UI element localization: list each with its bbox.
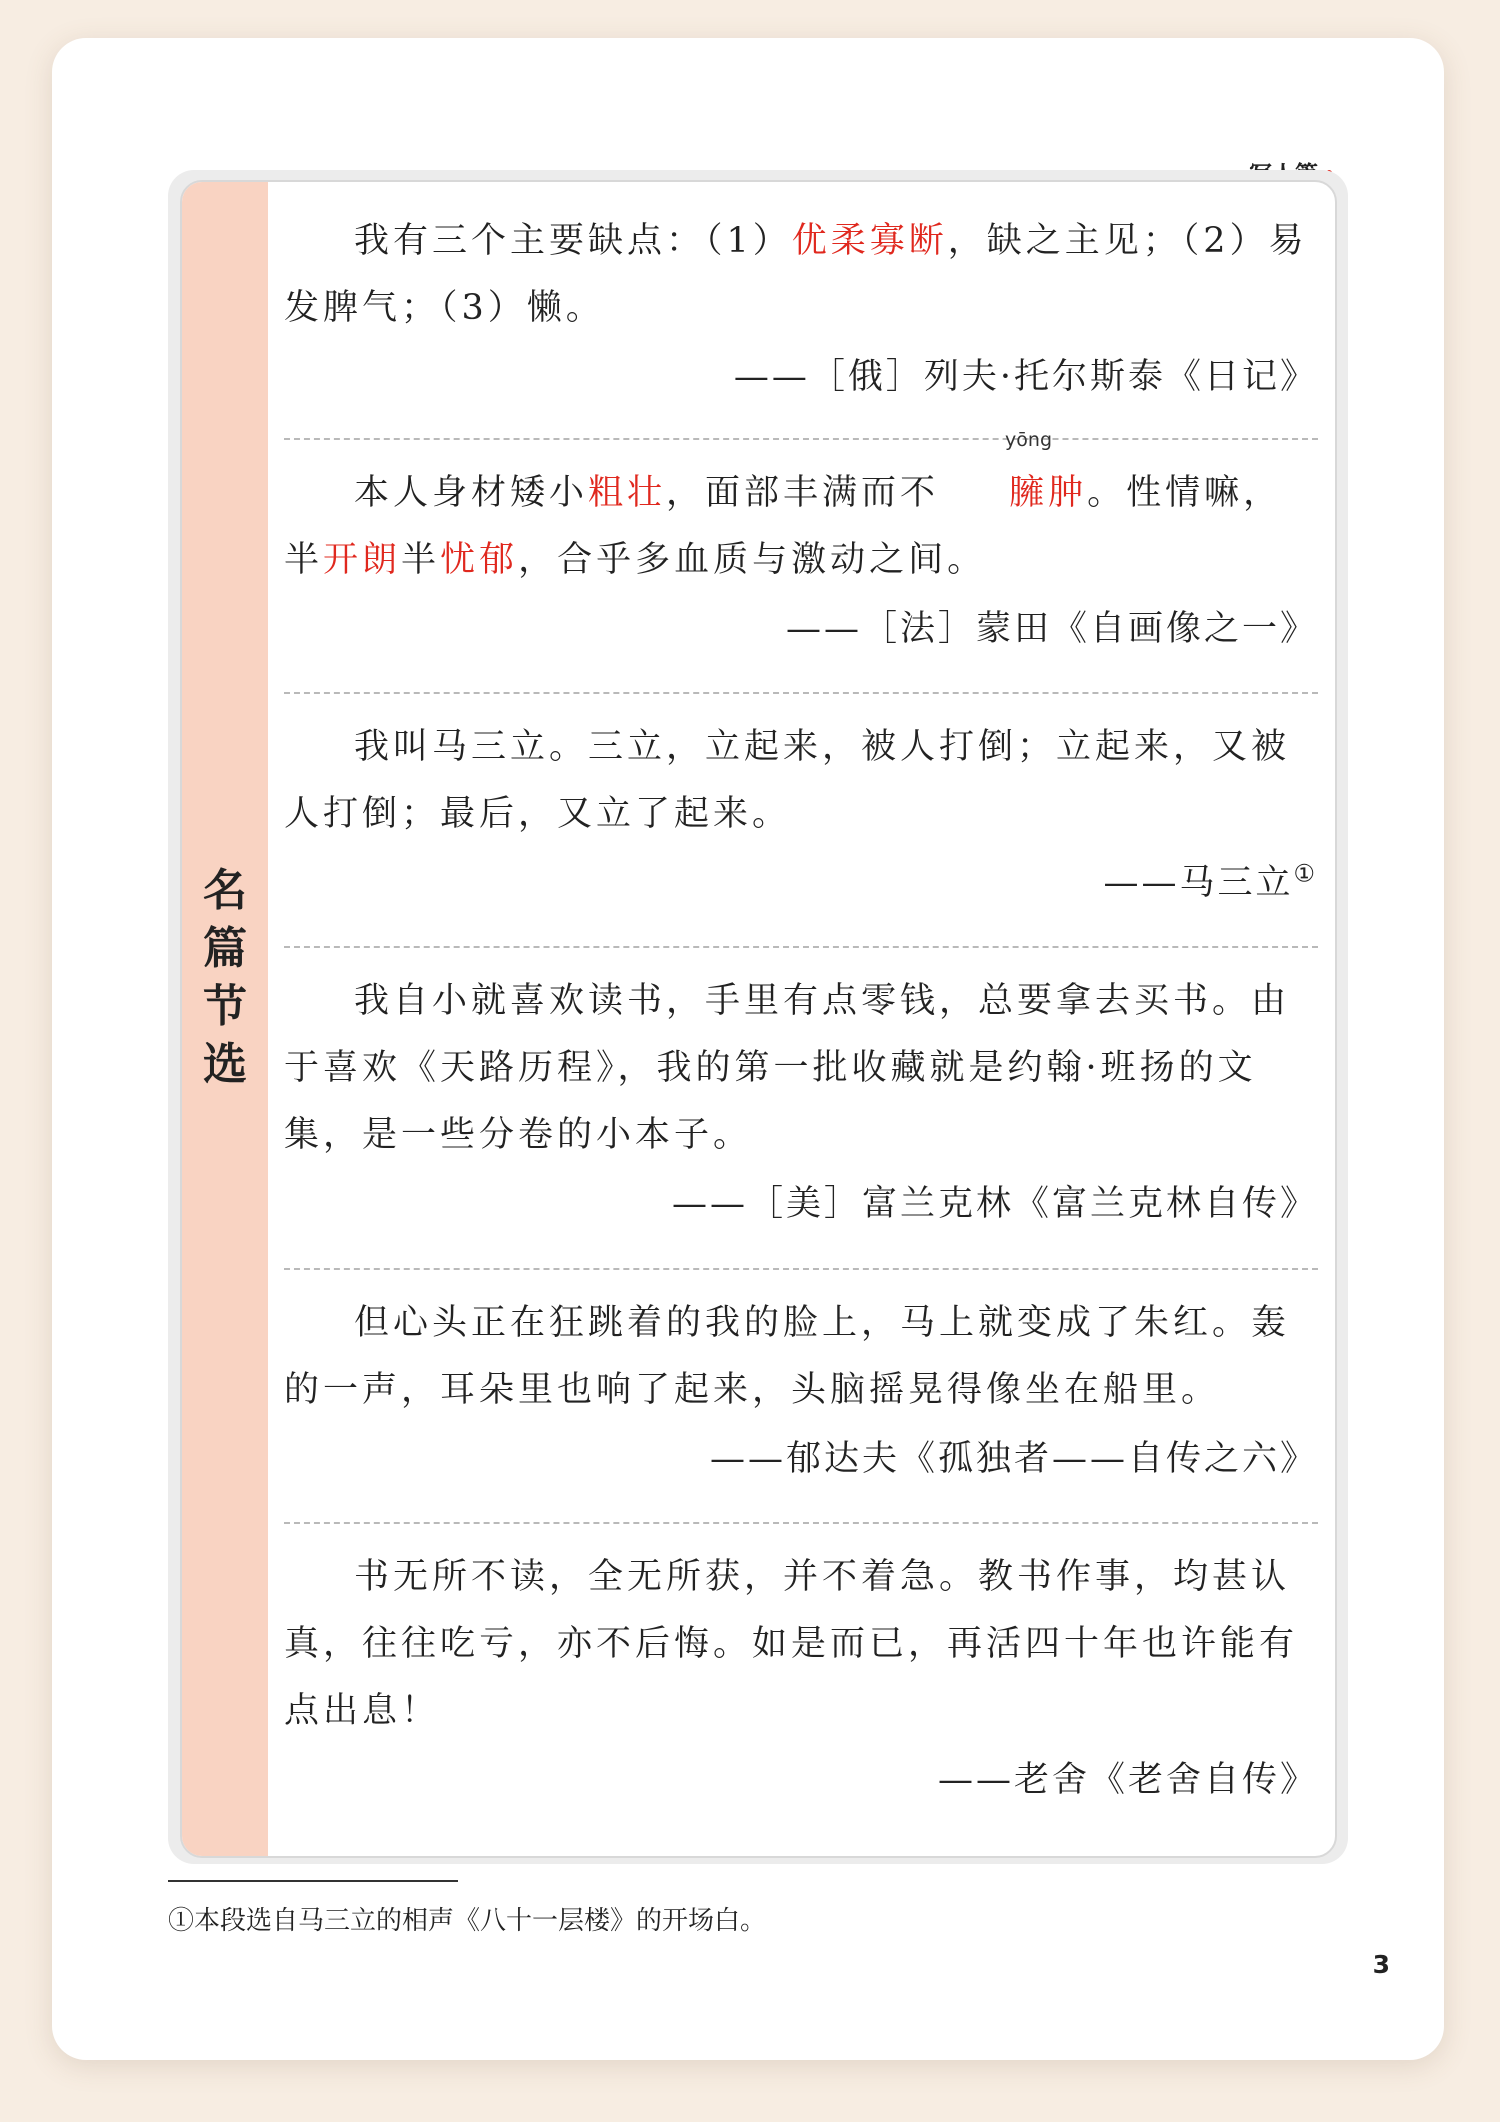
pinyin-annotation: yōng <box>1005 429 1053 451</box>
highlight-text: 开朗 <box>323 540 402 580</box>
excerpt-text: 我自小就喜欢读书，手里有点零钱，总要拿去买书。由于喜欢《天路历程》，我的第一批收藏就是约翰·班扬的文集，是一些分卷的小本子。 <box>284 981 1291 1155</box>
dashed-divider <box>284 1268 1318 1270</box>
attribution <box>284 848 1318 918</box>
excerpt-text: 书无所不读，全无所获，并不着急。教书作事，均甚认真，往往吃亏，亦不后悔。如是而已，再活四十年也许能有点出息！ <box>284 1557 1299 1731</box>
excerpt-text <box>284 429 1318 594</box>
text-run: 我有三个主要缺点：（1） <box>354 221 792 261</box>
ruby-annotation <box>939 429 1053 527</box>
text-run: ，面部丰满而不 <box>666 473 940 513</box>
sidebar-char: 篇 <box>203 923 247 974</box>
attribution: ——［法］蒙田《自画像之一》 <box>785 609 1318 649</box>
highlight-text: 忧郁 <box>440 540 519 580</box>
page-number: 3 <box>1372 1950 1390 1979</box>
dashed-divider <box>284 692 1318 694</box>
footnote-rule <box>168 1880 458 1882</box>
excerpt-entry <box>284 714 1318 918</box>
highlight-text: 优柔寡断 <box>791 221 948 261</box>
excerpt-card <box>180 180 1337 1858</box>
text-run: 本人身材矮小 <box>354 473 589 513</box>
sidebar-char: 选 <box>203 1039 247 1090</box>
excerpt-text <box>284 208 1318 342</box>
dashed-divider <box>284 946 1318 948</box>
attribution: ——郁达夫《孤独者——自传之六》 <box>709 1439 1318 1479</box>
sidebar <box>182 182 268 1856</box>
excerpt-entry <box>284 429 1318 664</box>
excerpt-text: 我叫马三立。三立，立起来，被人打倒；立起来，又被人打倒；最后，又立了起来。 <box>284 727 1291 834</box>
dashed-divider <box>284 1522 1318 1524</box>
highlight-text: 肿 <box>1048 473 1088 513</box>
attribution: ——老舍《老舍自传》 <box>937 1760 1318 1800</box>
dashed-divider <box>284 438 1318 440</box>
text-run: 半 <box>401 540 441 580</box>
highlight-text: 臃 <box>1009 473 1049 513</box>
attribution: ——［美］富兰克林《富兰克林自传》 <box>671 1184 1318 1224</box>
excerpt-entry <box>284 968 1318 1239</box>
excerpt-entry <box>284 208 1318 412</box>
sidebar-char: 名 <box>203 865 247 916</box>
sidebar-title <box>182 862 268 1094</box>
sidebar-char: 节 <box>203 981 247 1032</box>
excerpt-entry <box>284 1290 1318 1494</box>
excerpt-entry <box>284 1544 1318 1815</box>
footnote: ①本段选自马三立的相声《八十一层楼》的开场白。 <box>168 1906 767 1936</box>
highlight-text: 粗壮 <box>588 473 667 513</box>
attribution-text: ——马三立 <box>1103 863 1294 903</box>
text-run: ，缺之主见；（2）易发脾气；（3）懒。 <box>284 221 1308 328</box>
text-run: 。性情嘛，半 <box>284 473 1283 580</box>
attribution: ——［俄］列夫·托尔斯泰《日记》 <box>733 357 1318 397</box>
text-run: ，合乎多血质与激动之间。 <box>518 540 987 580</box>
excerpt-text: 但心头正在狂跳着的我的脸上，马上就变成了朱红。轰的一声，耳朵里也响了起来，头脑摇晃得像坐在船里。 <box>284 1303 1291 1410</box>
footnote-marker: ① <box>1293 859 1318 888</box>
